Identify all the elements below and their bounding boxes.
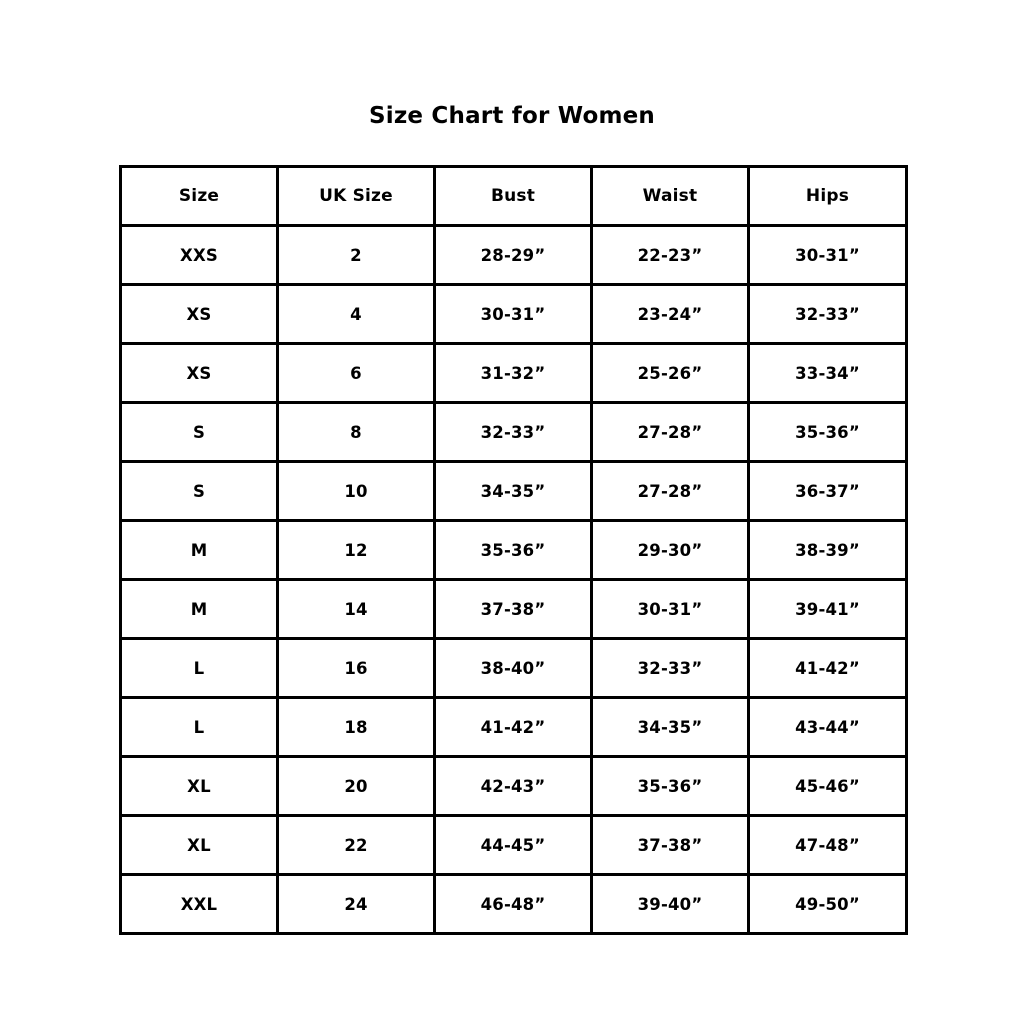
cell-waist: 30-31” [592, 580, 749, 639]
table-row [121, 521, 907, 580]
cell-size: XS [121, 285, 278, 344]
cell-hips: 49-50” [749, 875, 907, 934]
table-row [121, 403, 907, 462]
table-row [121, 344, 907, 403]
cell-hips: 45-46” [749, 757, 907, 816]
table-row [121, 698, 907, 757]
table-row [121, 757, 907, 816]
cell-waist: 25-26” [592, 344, 749, 403]
cell-bust: 30-31” [435, 285, 592, 344]
cell-waist: 39-40” [592, 875, 749, 934]
cell-uk-size: 14 [278, 580, 435, 639]
column-header-size: Size [121, 167, 278, 226]
cell-hips: 41-42” [749, 639, 907, 698]
table-row [121, 639, 907, 698]
cell-bust: 35-36” [435, 521, 592, 580]
cell-uk-size: 22 [278, 816, 435, 875]
cell-uk-size: 4 [278, 285, 435, 344]
cell-hips: 35-36” [749, 403, 907, 462]
cell-hips: 38-39” [749, 521, 907, 580]
cell-bust: 34-35” [435, 462, 592, 521]
cell-bust: 42-43” [435, 757, 592, 816]
cell-size: M [121, 521, 278, 580]
table-row [121, 285, 907, 344]
cell-uk-size: 16 [278, 639, 435, 698]
table-row [121, 816, 907, 875]
cell-waist: 37-38” [592, 816, 749, 875]
table-row [121, 875, 907, 934]
cell-bust: 38-40” [435, 639, 592, 698]
cell-uk-size: 8 [278, 403, 435, 462]
cell-size: S [121, 462, 278, 521]
cell-uk-size: 24 [278, 875, 435, 934]
cell-size: S [121, 403, 278, 462]
cell-bust: 41-42” [435, 698, 592, 757]
table-header [121, 167, 907, 226]
cell-hips: 47-48” [749, 816, 907, 875]
cell-size: M [121, 580, 278, 639]
cell-waist: 32-33” [592, 639, 749, 698]
column-header-waist: Waist [592, 167, 749, 226]
cell-hips: 33-34” [749, 344, 907, 403]
cell-size: XL [121, 757, 278, 816]
cell-size: XS [121, 344, 278, 403]
cell-hips: 39-41” [749, 580, 907, 639]
table-row [121, 226, 907, 285]
cell-uk-size: 12 [278, 521, 435, 580]
cell-waist: 27-28” [592, 403, 749, 462]
column-header-bust: Bust [435, 167, 592, 226]
cell-uk-size: 10 [278, 462, 435, 521]
column-header-uk-size: UK Size [278, 167, 435, 226]
size-chart-table [119, 165, 908, 935]
cell-bust: 31-32” [435, 344, 592, 403]
cell-waist: 29-30” [592, 521, 749, 580]
cell-bust: 44-45” [435, 816, 592, 875]
cell-size: L [121, 698, 278, 757]
table-row [121, 580, 907, 639]
cell-size: L [121, 639, 278, 698]
cell-hips: 32-33” [749, 285, 907, 344]
cell-uk-size: 20 [278, 757, 435, 816]
cell-uk-size: 6 [278, 344, 435, 403]
cell-waist: 35-36” [592, 757, 749, 816]
cell-uk-size: 2 [278, 226, 435, 285]
cell-size: XXS [121, 226, 278, 285]
cell-bust: 28-29” [435, 226, 592, 285]
table-header-row [121, 167, 907, 226]
page-title: Size Chart for Women [368, 103, 655, 129]
cell-uk-size: 18 [278, 698, 435, 757]
cell-size: XXL [121, 875, 278, 934]
cell-bust: 46-48” [435, 875, 592, 934]
column-header-hips: Hips [749, 167, 907, 226]
cell-hips: 30-31” [749, 226, 907, 285]
cell-waist: 22-23” [592, 226, 749, 285]
cell-hips: 36-37” [749, 462, 907, 521]
cell-waist: 27-28” [592, 462, 749, 521]
cell-waist: 23-24” [592, 285, 749, 344]
cell-bust: 37-38” [435, 580, 592, 639]
cell-bust: 32-33” [435, 403, 592, 462]
table-row [121, 462, 907, 521]
cell-waist: 34-35” [592, 698, 749, 757]
table-body [121, 226, 907, 934]
size-chart-table-wrapper [119, 165, 905, 935]
cell-size: XL [121, 816, 278, 875]
cell-hips: 43-44” [749, 698, 907, 757]
